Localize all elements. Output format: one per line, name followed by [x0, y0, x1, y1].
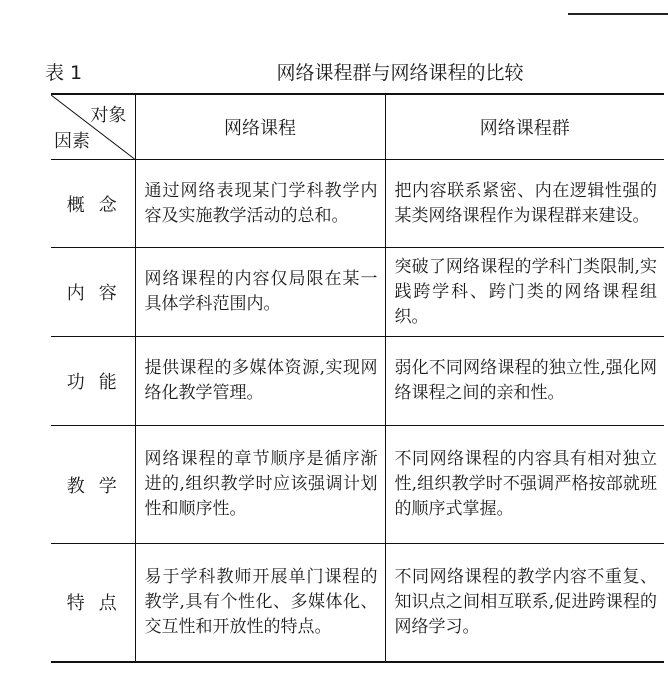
factor-cell: 概念	[51, 160, 135, 248]
table-row	[51, 160, 664, 248]
factor-cell: 特点	[51, 544, 135, 662]
factor-cell: 教学	[51, 426, 135, 544]
table-caption	[0, 58, 668, 88]
table-number: 表 1	[45, 62, 83, 84]
factor-cell: 功能	[51, 337, 135, 426]
factor-cell: 内容	[51, 248, 135, 337]
course-cell: 通过网络表现某门学科教学内容及实施教学活动的总和。	[135, 160, 385, 248]
table-row	[51, 248, 664, 337]
top-rule	[568, 13, 668, 15]
course-cell: 网络课程的章节顺序是循序渐进的,组织教学时应该强调计划性和顺序性。	[135, 426, 385, 544]
group-cell: 不同网络课程的内容具有相对独立性,组织教学时不强调严格按部就班的顺序式掌握。	[385, 426, 664, 544]
table-row	[51, 337, 664, 426]
corner-cell	[51, 94, 135, 160]
group-cell: 不同网络课程的教学内容不重复、知识点之间相互联系,促进跨课程的网络学习。	[385, 544, 664, 662]
corner-top-label: 对象	[90, 105, 127, 126]
course-cell: 易于学科教师开展单门课程的教学,具有个性化、多媒体化、交互性和开放性的特点。	[135, 544, 385, 662]
comparison-table	[51, 93, 664, 663]
group-cell: 弱化不同网络课程的独立性,强化网络课程之间的亲和性。	[385, 337, 664, 426]
column-header-course: 网络课程	[135, 94, 385, 160]
table-title: 网络课程群与网络课程的比较	[276, 62, 524, 84]
course-cell: 网络课程的内容仅局限在某一具体学科范围内。	[135, 248, 385, 337]
table-row	[51, 544, 664, 662]
table-row	[51, 426, 664, 544]
corner-bottom-label: 因素	[54, 131, 90, 152]
group-cell: 突破了网络课程的学科门类限制,实践跨学科、跨门类的网络课程组织。	[385, 248, 664, 337]
course-cell: 提供课程的多媒体资源,实现网络化教学管理。	[135, 337, 385, 426]
group-cell: 把内容联系紧密、内在逻辑性强的某类网络课程作为课程群来建设。	[385, 160, 664, 248]
column-header-group: 网络课程群	[385, 94, 664, 160]
header-row	[51, 94, 664, 160]
